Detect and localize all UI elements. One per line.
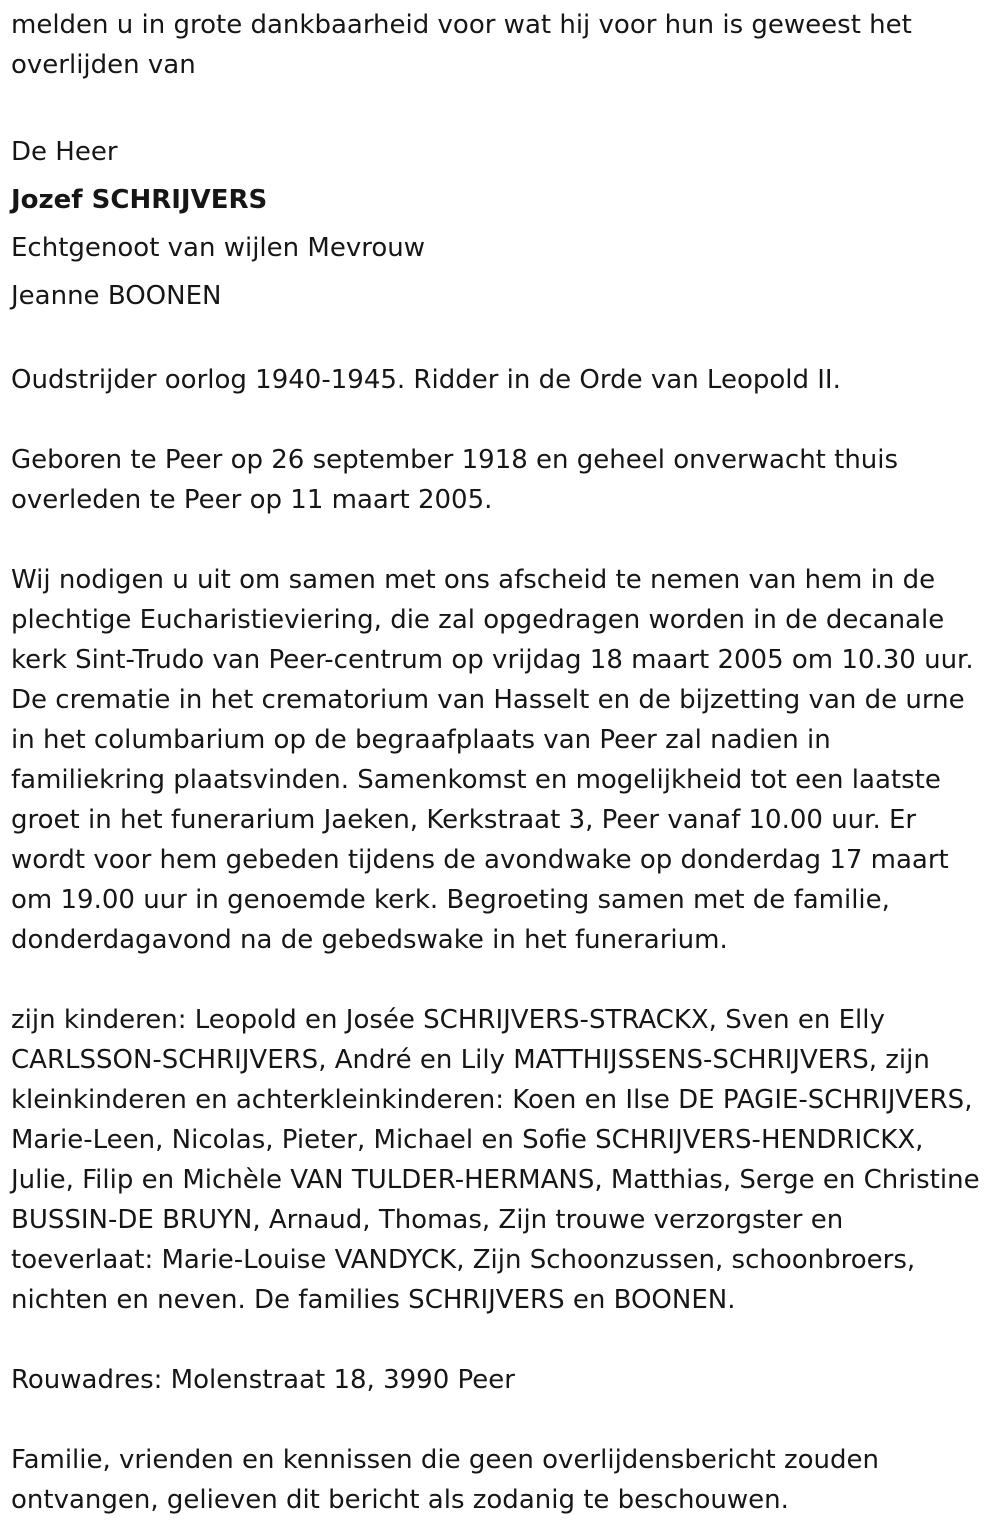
- spouse-line-2: Jeanne BOONEN: [11, 281, 222, 311]
- spouse-line-1: Echtgenoot van wijlen Mevrouw: [11, 233, 425, 263]
- honors-paragraph: Oudstrijder oorlog 1940-1945. Ridder in de Orde van Leopold II.: [11, 365, 841, 395]
- intro-paragraph: melden u in grote dankbaarheid voor wat hij voor hun is geweest het overlijden van: [11, 10, 912, 80]
- salutation: De Heer: [11, 137, 118, 167]
- address-paragraph: Rouwadres: Molenstraat 18, 3990 Peer: [11, 1365, 515, 1395]
- ceremony-paragraph: Wij nodigen u uit om samen met ons afscheid te nemen van hem in de plechtige Eucharistieviering, die zal opgedragen worden in de decanale kerk Sint-Trudo van Peer-centrum op vrijdag 18 maart 2005 om 10.30 uur. De crematie in het crematorium van Hasselt en de bijzetting van de urne in het columbarium op de begraafplaats van Peer zal nadien in familiekring plaatsvinden. Samenkomst en mogelijkheid tot een laatste groet in het funerarium Jaeken, Kerkstraat 3, Peer vanaf 10.00 uur. Er wordt voor hem gebeden tijdens de avondwake op donderdag 17 maart om 19.00 uur in genoemde kerk. Begroeting samen met de familie, donderdagavond na de gebedswake in het funerarium.: [11, 565, 974, 955]
- deceased-name: Jozef SCHRIJVERS: [11, 185, 268, 215]
- birth-death-paragraph: Geboren te Peer op 26 september 1918 en geheel onverwacht thuis overleden te Peer op 11 maart 2005.: [11, 445, 899, 515]
- obituary-document: [11, 5, 991, 1520]
- deceased-block: [11, 128, 991, 320]
- closing-paragraph: Familie, vrienden en kennissen die geen overlijdensbericht zouden ontvangen, gelieven dit bericht als zodanig te beschouwen.: [11, 1445, 879, 1515]
- family-paragraph: zijn kinderen: Leopold en Josée SCHRIJVERS-STRACKX, Sven en Elly CARLSSON-SCHRIJVERS, André en Lily MATTHIJSSENS-SCHRIJVERS, zijn kleinkinderen en achterkleinkinderen: Koen en Ilse DE PAGIE-SCHRIJVERS, Marie-Leen, Nicolas, Pieter, Michael en Sofie SCHRIJVERS-HENDRICKX, Julie, Filip en Michèle VAN TULDER-HERMANS, Matthias, Serge en Christine BUSSIN-DE BRUYN, Arnaud, Thomas, Zijn trouwe verzorgster en toeverlaat: Marie-Louise VANDYCK, Zijn Schoonzussen, schoonbroers, nichten en neven. De families SCHRIJVERS en BOONEN.: [11, 1005, 980, 1315]
